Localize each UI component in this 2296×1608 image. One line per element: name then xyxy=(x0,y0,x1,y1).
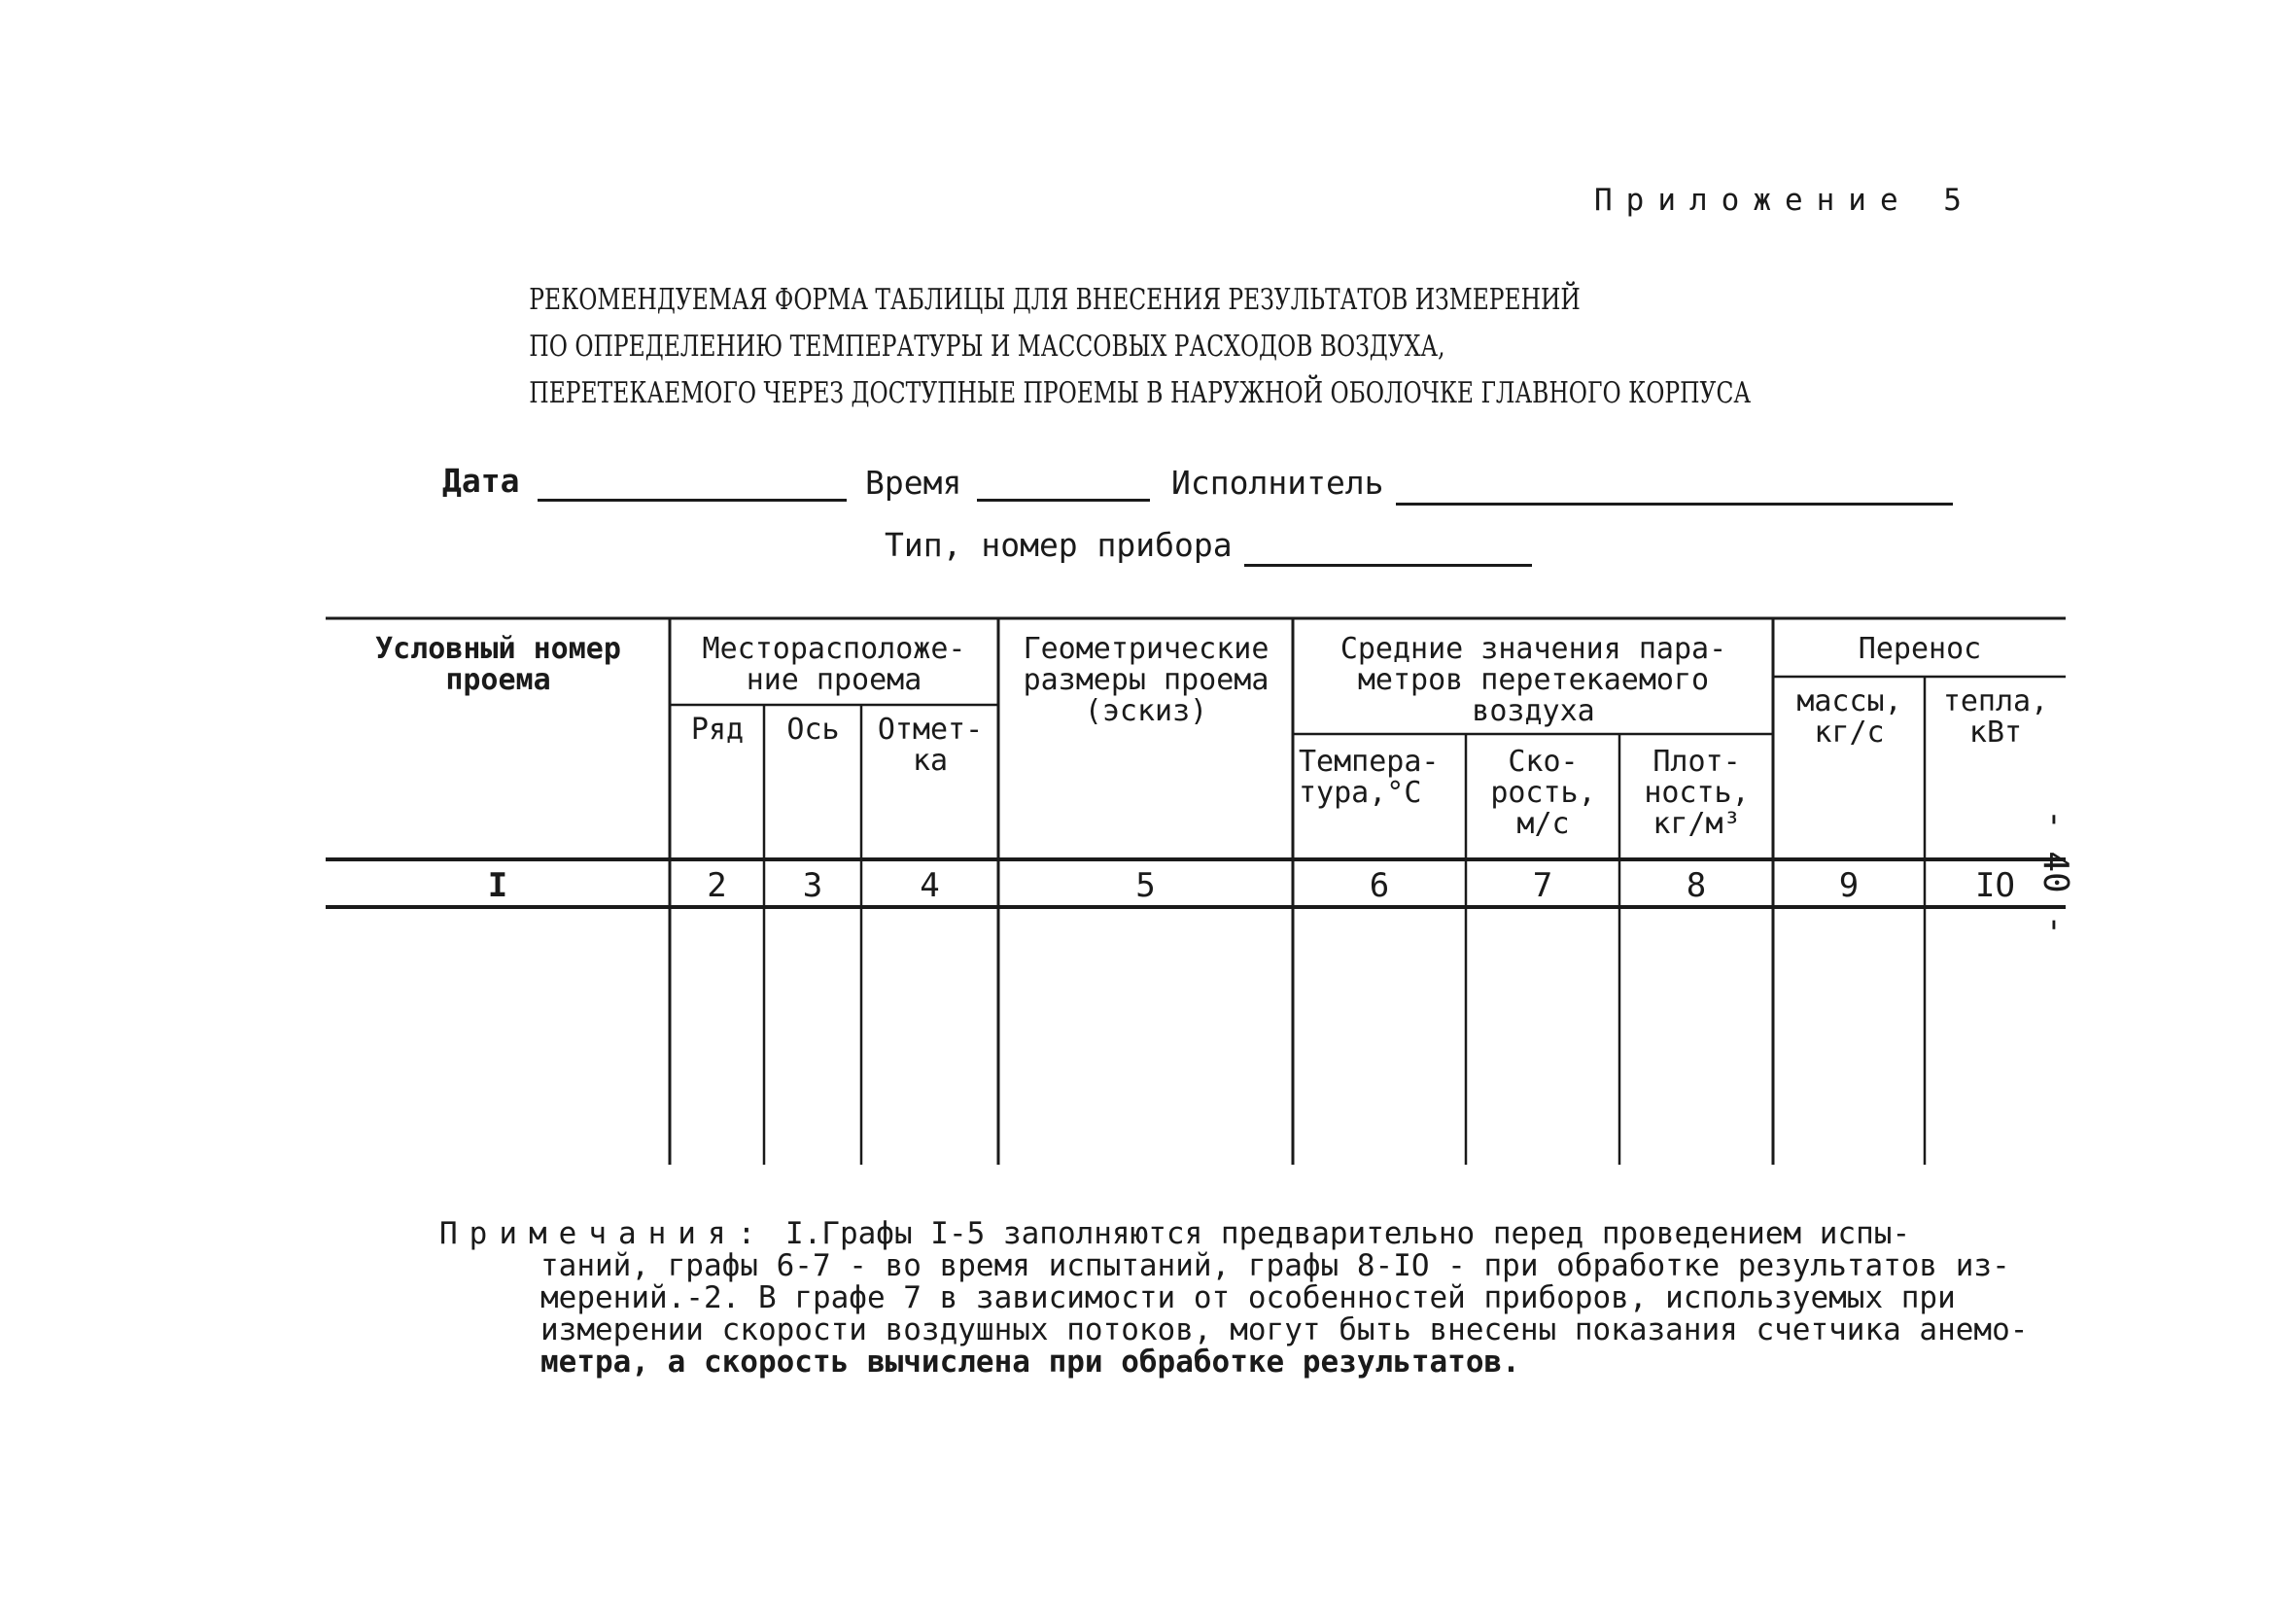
header-speed-line1: Ско- xyxy=(1508,745,1579,779)
title-line-1: РЕКОМЕНДУЕМАЯ ФОРМА ТАБЛИЦЫ ДЛЯ ВНЕСЕНИЯ РЕЗУЛЬТАТОВ ИЗМЕРЕНИЙ xyxy=(529,283,1581,317)
header-geometry-line1: Геометрические xyxy=(1023,632,1270,666)
header-opening-number-line2: проема xyxy=(445,663,551,697)
column-number: 3 xyxy=(802,866,823,905)
header-density xyxy=(1620,747,1773,840)
appendix-label: Приложение 5 xyxy=(1594,183,1975,218)
header-location-line1: Месторасположе- xyxy=(702,632,966,666)
column-number: I xyxy=(487,866,508,905)
time-label: Время xyxy=(865,464,962,502)
header-mark-line1: Отмет- xyxy=(877,713,984,747)
notes xyxy=(439,1218,2028,1379)
header-transfer: Перенос xyxy=(1858,632,1982,666)
header-mass-line2: кг/с xyxy=(1814,716,1885,750)
header-temperature-line1: Темпера- xyxy=(1299,745,1440,779)
executor-label: Исполнитель xyxy=(1171,464,1384,502)
header-mark xyxy=(862,715,998,777)
header-location xyxy=(673,634,995,696)
header-density-line1: Плот- xyxy=(1652,745,1741,779)
header-row: Ряд xyxy=(690,713,745,747)
header-geometry xyxy=(999,634,1293,727)
header-mass xyxy=(1774,686,1925,749)
header-opening-number xyxy=(330,634,666,696)
header-location-line2: ние проема xyxy=(746,663,922,697)
notes-heading: Примечания: xyxy=(439,1216,768,1251)
device-label: Тип, номер прибора xyxy=(885,526,1233,564)
header-average-values-line1: Средние значения пара- xyxy=(1339,632,1727,666)
column-number: 6 xyxy=(1369,866,1390,905)
header-temperature xyxy=(1299,747,1464,809)
notes-line: метра, а скорость вычислена при обработке результатов. xyxy=(540,1345,1520,1380)
notes-line: мерений.-2. В графе 7 в зависимости от особенностей приборов, используемых при xyxy=(540,1280,1956,1315)
header-density-line2: ность, xyxy=(1644,776,1750,810)
notes-line: измерении скорости воздушных потоков, могут быть внесены показания счетчика анемо- xyxy=(540,1312,2029,1347)
header-average-values-line2: метров перетекаемого xyxy=(1357,663,1710,697)
header-mark-line2: ка xyxy=(912,744,949,778)
header-axis: Ось xyxy=(786,713,840,747)
column-number: 4 xyxy=(920,866,940,905)
column-number: 7 xyxy=(1532,866,1553,905)
title-line-3: ПЕРЕТЕКАЕМОГО ЧЕРЕЗ ДОСТУПНЫЕ ПРОЕМЫ В НАРУЖНОЙ ОБОЛОЧКЕ ГЛАВНОГО КОРПУСА xyxy=(529,376,1752,410)
header-mass-line1: массы, xyxy=(1796,684,1902,718)
header-temperature-line2: тура,°С xyxy=(1299,776,1422,810)
header-geometry-line2: размеры проема xyxy=(1023,663,1270,697)
column-number: IO xyxy=(1975,866,2015,905)
header-speed-line2: рость, xyxy=(1490,776,1596,810)
header-speed xyxy=(1467,747,1619,840)
header-heat-line1: тепла, xyxy=(1942,684,2049,718)
header-heat-line2: кВт xyxy=(1968,716,2023,750)
header-density-line3: кг/м³ xyxy=(1652,807,1741,841)
column-number: 8 xyxy=(1686,866,1707,905)
header-average-values-line3: воздуха xyxy=(1472,694,1595,728)
header-speed-line3: м/с xyxy=(1516,807,1570,841)
header-geometry-line3: (эскиз) xyxy=(1084,694,1208,728)
column-number: 9 xyxy=(1838,866,1860,905)
date-label: Дата xyxy=(442,462,520,500)
header-heat xyxy=(1926,686,2066,749)
title-line-2: ПО ОПРЕДЕЛЕНИЮ ТЕМПЕРАТУРЫ И МАССОВЫХ РАСХОДОВ ВОЗДУХА, xyxy=(529,330,1445,364)
column-number: 5 xyxy=(1135,866,1156,905)
notes-line: таний, графы 6-7 - во время испытаний, графы 8-IO - при обработке результатов из- xyxy=(540,1248,2010,1283)
header-opening-number-line1: Условный номер xyxy=(375,632,621,666)
notes-line: I.Графы I-5 заполняются предварительно перед проведением испы- xyxy=(784,1216,1911,1251)
page-number: - 40 - xyxy=(2035,809,2075,936)
column-number: 2 xyxy=(707,866,727,905)
header-average-values xyxy=(1294,634,1773,727)
